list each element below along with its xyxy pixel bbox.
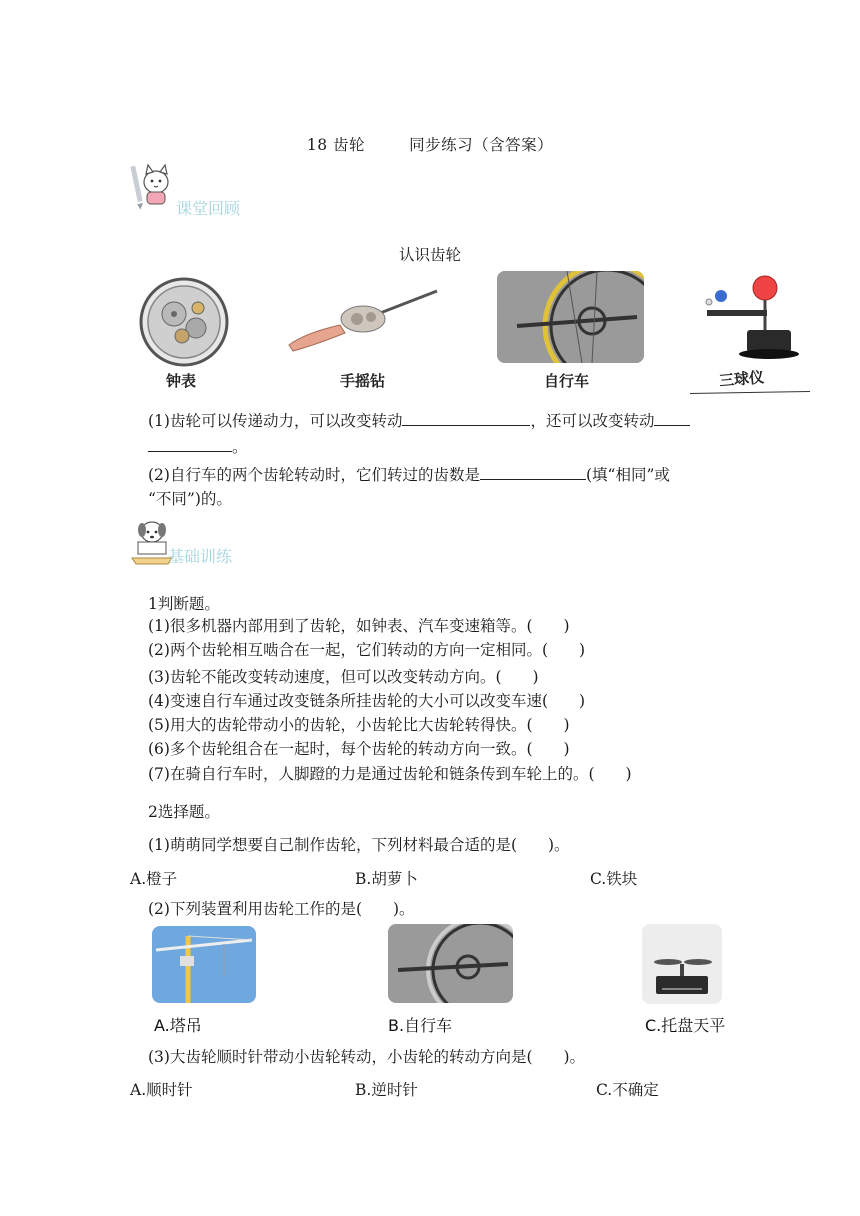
answer-blank-3[interactable] — [480, 465, 586, 480]
review-q2 — [148, 463, 670, 485]
bicycle-caption: 自行车 — [544, 372, 590, 390]
choice-q3-option-b[interactable]: B.逆时针 — [355, 1081, 418, 1099]
bicycle-image-2 — [388, 924, 513, 1003]
answer-blank-1[interactable] — [402, 411, 530, 426]
tower-crane-image — [152, 926, 256, 1003]
page-title — [0, 133, 860, 155]
choice-q3-option-c[interactable]: C.不确定 — [596, 1081, 659, 1099]
judge-item-5: (5)用大的齿轮带动小的齿轮，小齿轮比大齿轮转得快。( ) — [148, 716, 570, 734]
choice-q2-option-a[interactable]: A.塔吊 — [154, 1016, 202, 1035]
section-review-label: 课堂回顾 — [176, 199, 241, 218]
review-q1 — [148, 409, 690, 431]
choice-q1-option-c[interactable]: C.铁块 — [590, 870, 638, 888]
review-q2-cont: “不同”)的。 — [148, 490, 232, 508]
choice-q1-option-a[interactable]: A.橙子 — [130, 870, 178, 888]
choice-q3-stem: (3)大齿轮顺时针带动小齿轮转动，小齿轮的转动方向是( )。 — [148, 1048, 586, 1066]
judge-item-4: (4)变速自行车通过改变链条所挂齿轮的大小可以改变车速( ) — [148, 692, 586, 710]
judge-item-3: (3)齿轮不能改变转动速度，但可以改变转动方向。( ) — [148, 668, 539, 686]
title-part2: 同步练习（含答案） — [409, 136, 554, 154]
answer-blank-2b[interactable] — [148, 437, 232, 452]
hand-drill-caption: 手摇钻 — [340, 372, 386, 390]
subtitle: 认识齿轮 — [398, 246, 461, 264]
clock-image — [138, 276, 230, 368]
hand-drill-image — [285, 285, 440, 355]
answer-blank-2a[interactable] — [654, 411, 690, 426]
choice-q3-option-a[interactable]: A.顺时针 — [130, 1081, 193, 1099]
review-q2-text-a: (2)自行车的两个齿轮转动时，它们转过的齿数是 — [148, 466, 480, 484]
section-review-header — [130, 160, 241, 218]
orrery-underline — [690, 391, 810, 394]
choice-q2-stem: (2)下列装置利用齿轮工作的是( )。 — [148, 900, 415, 918]
balance-scale-image — [642, 924, 722, 1004]
cat-pencil-icon — [130, 160, 174, 210]
judge-item-6: (6)多个齿轮组合在一起时，每个齿轮的转动方向一致。( ) — [148, 740, 570, 758]
choice-q2-option-b[interactable]: B.自行车 — [388, 1016, 453, 1035]
choice-q1-option-b[interactable]: B.胡萝卜 — [355, 870, 418, 888]
section-training-header — [130, 518, 233, 572]
choice-q2-option-c[interactable]: C.托盘天平 — [645, 1016, 726, 1035]
judge-item-7: (7)在骑自行车时，人脚蹬的力是通过齿轮和链条传到车轮上的。( ) — [148, 765, 632, 783]
review-q1-text-b: ，还可以改变转动 — [530, 412, 655, 430]
orrery-caption: 三球仪 — [718, 368, 765, 390]
bicycle-image — [497, 271, 644, 363]
clock-caption: 钟表 — [166, 372, 197, 390]
judge-item-2: (2)两个齿轮相互啮合在一起，它们转动的方向一定相同。( ) — [148, 641, 586, 659]
judge-heading: 1判断题。 — [148, 595, 220, 613]
review-q1-end: 。 — [232, 438, 248, 456]
review-q1-text-a: (1)齿轮可以传递动力，可以改变转动 — [148, 412, 403, 430]
title-part1: 18 齿轮 — [306, 136, 366, 154]
judge-item-1: (1)很多机器内部用到了齿轮，如钟表、汽车变速箱等。( ) — [148, 617, 570, 635]
section-training-label: 基础训练 — [168, 547, 233, 566]
orrery-image — [697, 272, 807, 362]
review-q2-text-b: (填“相同”或 — [585, 466, 670, 484]
choice-q1-stem: (1)萌萌同学想要自己制作齿轮，下列材料最合适的是( )。 — [148, 836, 570, 854]
choice-heading: 2选择题。 — [148, 803, 220, 821]
review-q1-cont — [148, 435, 248, 457]
